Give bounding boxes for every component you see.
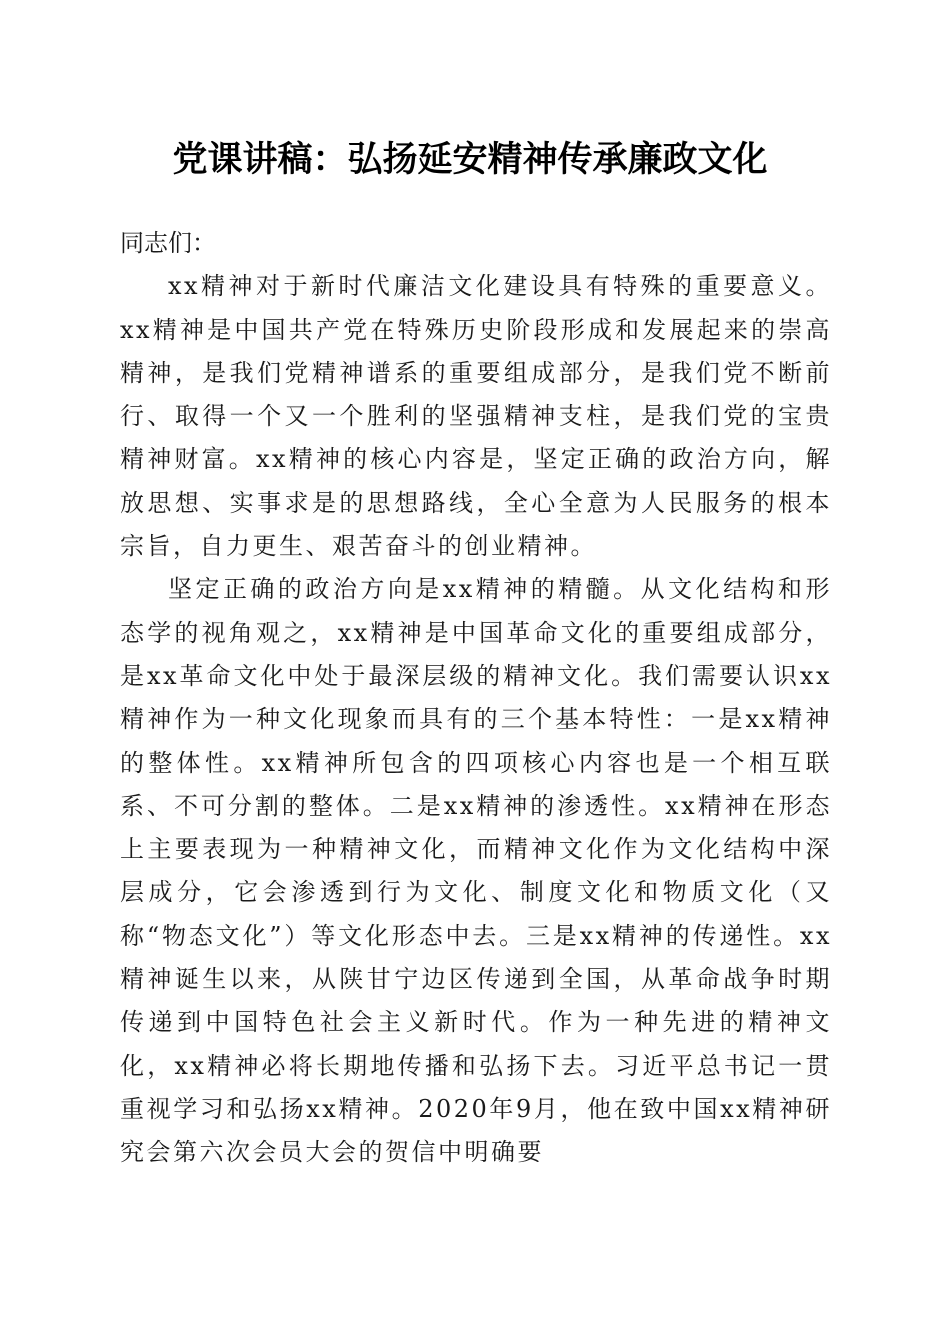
paragraph-2: 坚定正确的政治方向是xx精神的精髓。从文化结构和形态学的视角观之，xx精神是中国革命文化的重要组成部分，是xx革命文化中处于最深层级的精神文化。我们需要认识xx精神作为一种文化现象而具有的三个基本特性：一是xx精神的整体性。xx精神所包含的四项核心内容也是一个相互联系、不可分割的整体。二是xx精神的渗透性。xx精神在形态上主要表现为一种精神文化，而精神文化作为文化结构中深层成分，它会渗透到行为文化、制度文化和物质文化（又称“物态文化”）等文化形态中去。三是xx精神的传递性。xx精神诞生以来，从陕甘宁边区传递到全国，从革命战争时期传递到中国特色社会主义新时代。作为一种先进的精神文化，xx精神必将长期地传播和弘扬下去。习近平总书记一贯重视学习和弘扬xx精神。2020年9月，他在致中国xx精神研究会第六次会员大会的贺信中明确要 [120,575,832,1167]
document-body [120,222,832,1175]
document-title: 党课讲稿：弘扬延安精神传承廉政文化 [172,139,768,180]
salutation: 同志们： [120,229,216,257]
paragraph-1: xx精神对于新时代廉洁文化建设具有特殊的重要意义。xx精神是中国共产党在特殊历史阶段形成和发展起来的崇高精神，是我们党精神谱系的重要组成部分，是我们党不断前行、取得一个又一个胜利的坚强精神支柱，是我们党的宝贵精神财富。xx精神的核心内容是，坚定正确的政治方向，解放思想、实事求是的思想路线，全心全意为人民服务的根本宗旨，自力更生、艰苦奋斗的创业精神。 [120,272,832,561]
